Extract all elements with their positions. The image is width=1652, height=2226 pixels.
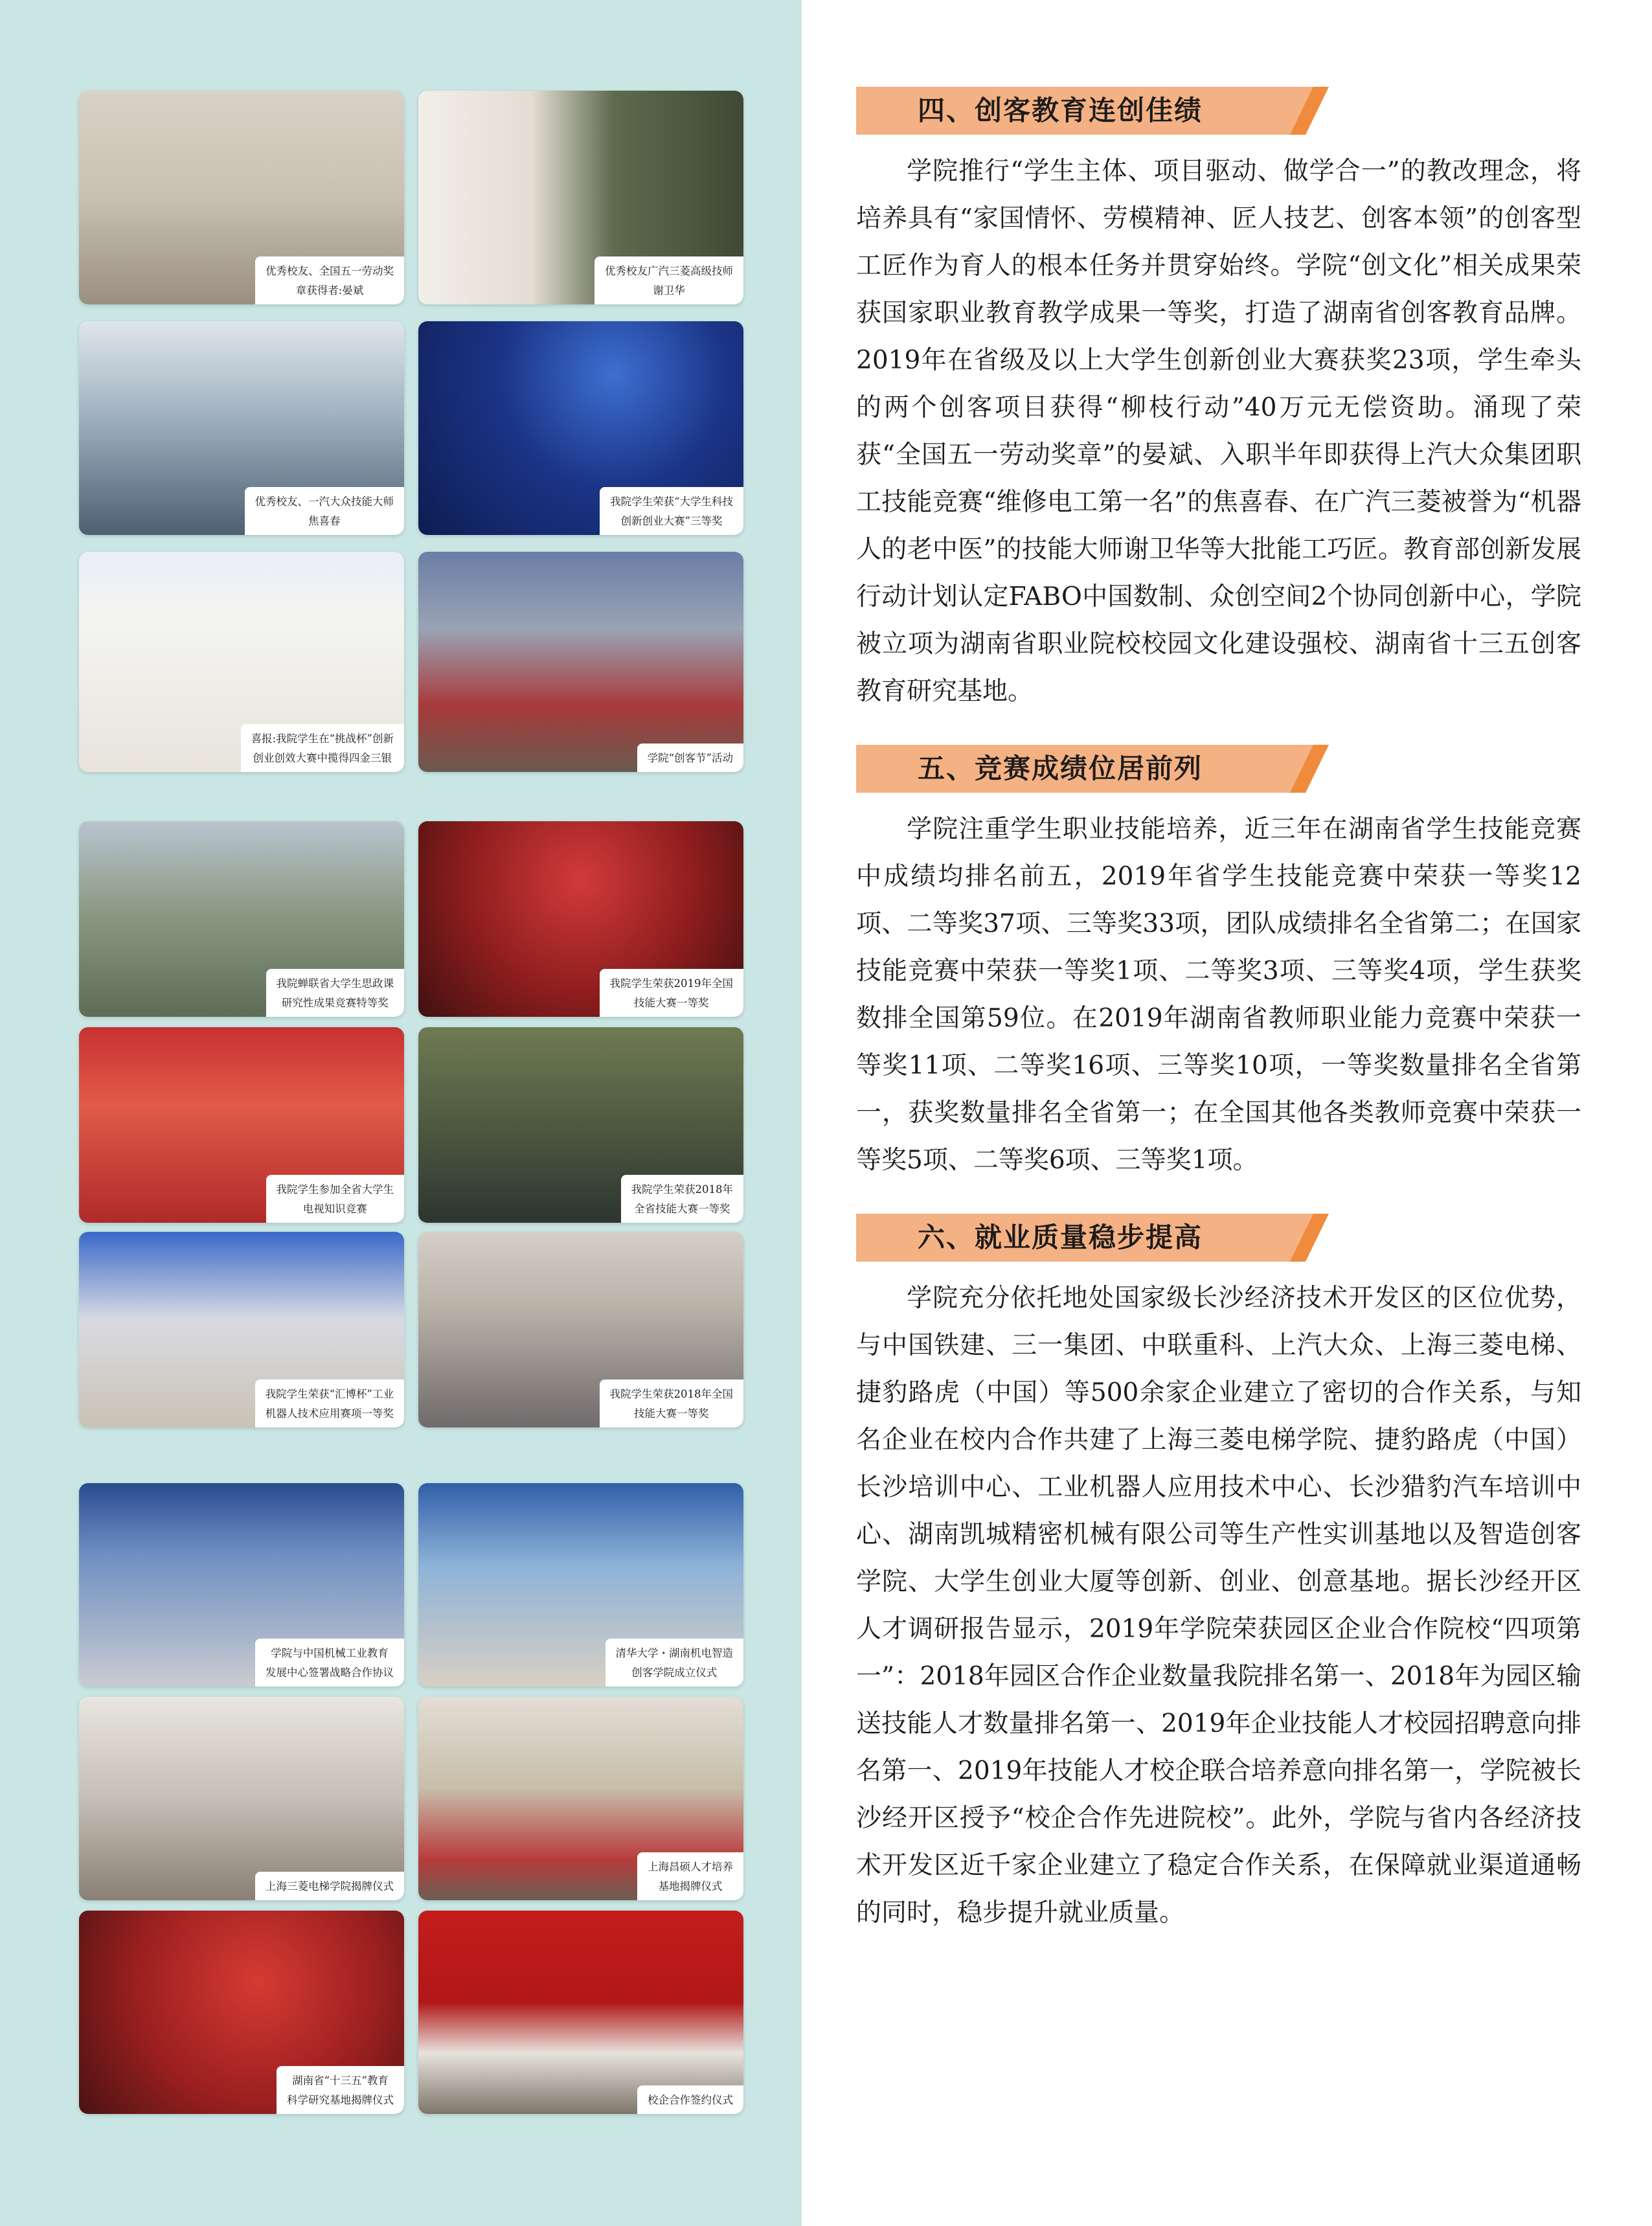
photo-mitsubishi-college <box>79 1697 404 1900</box>
photo-image <box>418 552 743 772</box>
photo-maker-festival <box>418 552 743 772</box>
photo-alumni-yanbin <box>79 91 404 304</box>
photo-caption: 上海昌硕人才培养 基地揭牌仪式 <box>637 1852 743 1900</box>
photo-caption: 我院学生参加全省大学生 电视知识竞赛 <box>266 1175 405 1223</box>
section-paragraph: 学院注重学生职业技能培养，近三年在湖南省学生技能竞赛中成绩均排名前五，2019年省学生技能竞赛中荣获一等奖12项、二等奖37项、三等奖33项，团队成绩排名全省第二；在国家技能竞赛中荣获一等奖1项、二等奖3项、三等奖4项，学生获奖数排全国第59位。在2019年湖南省教师职业能力竞赛中荣获一等奖11项、二等奖16项、三等奖10项，一等奖数量排名全省第一，获奖数量排名全省第一；在全国其他各类教师竞赛中荣获一等奖5项、二等奖6项、三等奖1项。 <box>856 815 1581 1175</box>
photo-caption: 上海三菱电梯学院揭牌仪式 <box>255 1872 404 1900</box>
photo-national-skills-2018 <box>418 1232 743 1427</box>
section-heading-competition <box>856 745 1329 793</box>
photo-research-base <box>79 1911 404 2114</box>
photo-innovation-contest <box>418 321 743 535</box>
article-column <box>856 87 1581 1966</box>
photo-ideology-award <box>79 821 404 1017</box>
photo-alumni-xieweihua <box>418 91 743 304</box>
photo-image <box>418 1911 743 2114</box>
section-heading-employment <box>856 1214 1329 1262</box>
photo-huibo-cup <box>79 1232 404 1427</box>
section-title: 六、就业质量稳步提高 <box>918 1221 1203 1253</box>
photo-enterprise-signing <box>418 1911 743 2114</box>
photo-caption: 优秀校友、一汽大众技能大师 焦喜春 <box>245 487 405 535</box>
photo-caption: 我院学生荣获“汇博杯”工业 机器人技术应用赛项一等奖 <box>255 1380 404 1427</box>
photo-caption: 我院学生荣获2018年 全省技能大赛一等奖 <box>621 1175 744 1223</box>
photo-tsinghua-maker-college <box>418 1483 743 1687</box>
photo-caption: 我院蝉联省大学生思政课 研究性成果竞赛特等奖 <box>266 969 405 1017</box>
photo-caption: 学院“创客节”活动 <box>637 744 743 772</box>
section-paragraph: 学院充分依托地处国家级长沙经济技术开发区的区位优势，与中国铁建、三一集团、中联重科、上汽大众、上海三菱电梯、捷豹路虎（中国）等500余家企业建立了密切的合作关系，与知名企业在校内合作共建了上海三菱电梯学院、捷豹路虎（中国）长沙培训中心、工业机器人应用技术中心、长沙猎豹汽车培训中心、湖南凯城精密机械有限公司等生产性实训基地以及智造创客学院、大学生创业大厦等创新、创业、创意基地。据长沙经开区人才调研报告显示，2019年学院荣获园区企业合作院校“四项第一”：2018年园区合作企业数量我院排名第一、2018年为园区输送技能人才数量排名第一、2019年企业技能人才校园招聘意向排名第一、2019年技能人才校企联合培养意向排名第一，学院被长沙经开区授予“校企合作先进院校”。此外，学院与省内各经济技术开发区近千家企业建立了稳定合作关系，在保障就业渠道通畅的同时，稳步提升就业质量。 <box>856 1284 1581 1927</box>
photo-caption: 我院学生荣获2019年全国 技能大赛一等奖 <box>600 969 744 1017</box>
photo-strategic-agreement <box>79 1483 404 1687</box>
photo-challenge-cup <box>79 552 404 772</box>
photo-caption: 湖南省“十三五”教育 科学研究基地揭牌仪式 <box>277 2066 404 2114</box>
section-title: 五、竞赛成绩位居前列 <box>918 753 1203 784</box>
photo-tv-quiz <box>79 1027 404 1223</box>
photo-caption: 喜报:我院学生在“挑战杯”创新 创业创效大赛中揽得四金三银 <box>241 724 404 772</box>
section-title: 四、创客教育连创佳绩 <box>918 95 1203 126</box>
photo-changshuo-base <box>418 1697 743 1900</box>
photo-caption: 清华大学・湖南机电智造 创客学院成立仪式 <box>605 1639 744 1687</box>
photo-caption: 校企合作签约仪式 <box>637 2085 743 2114</box>
photo-caption: 优秀校友、全国五一劳动奖 章获得者:晏斌 <box>255 256 404 304</box>
photo-alumni-jiaoxichun <box>79 321 404 535</box>
photo-caption: 我院学生荣获“大学生科技 创新创业大赛”三等奖 <box>600 487 743 535</box>
section-paragraph: 学院推行“学生主体、项目驱动、做学合一”的教改理念，将培养具有“家国情怀、劳模精神、匠人技艺、创客本领”的创客型工匠作为育人的根本任务并贯穿始终。学院“创文化”相关成果荣获国家职业教育教学成果一等奖，打造了湖南省创客教育品牌。2019年在省级及以上大学生创新创业大赛获奖23项，学生牵头的两个创客项目获得“柳枝行动”40万元无偿资助。涌现了荣获“全国五一劳动奖章”的晏斌、入职半年即获得上汽大众集团职工技能竞赛“维修电工第一名”的焦喜春、在广汽三菱被誉为“机器人的老中医”的技能大师谢卫华等大批能工巧匠。教育部创新发展行动计划认定FABO中国数制、众创空间2个协同创新中心，学院被立项为湖南省职业院校校园文化建设强校、湖南省十三五创客教育研究基地。 <box>856 157 1581 706</box>
photo-caption: 优秀校友广汽三菱高级技师 谢卫华 <box>594 256 743 304</box>
photo-image <box>79 1697 404 1900</box>
photo-national-skills-2019 <box>418 821 743 1017</box>
photo-provincial-skills-2018 <box>418 1027 743 1223</box>
photo-panel <box>0 0 802 2226</box>
photo-caption: 学院与中国机械工业教育 发展中心签署战略合作协议 <box>255 1639 404 1687</box>
section-heading-maker <box>856 87 1329 135</box>
photo-caption: 我院学生荣获2018年全国 技能大赛一等奖 <box>600 1380 744 1427</box>
